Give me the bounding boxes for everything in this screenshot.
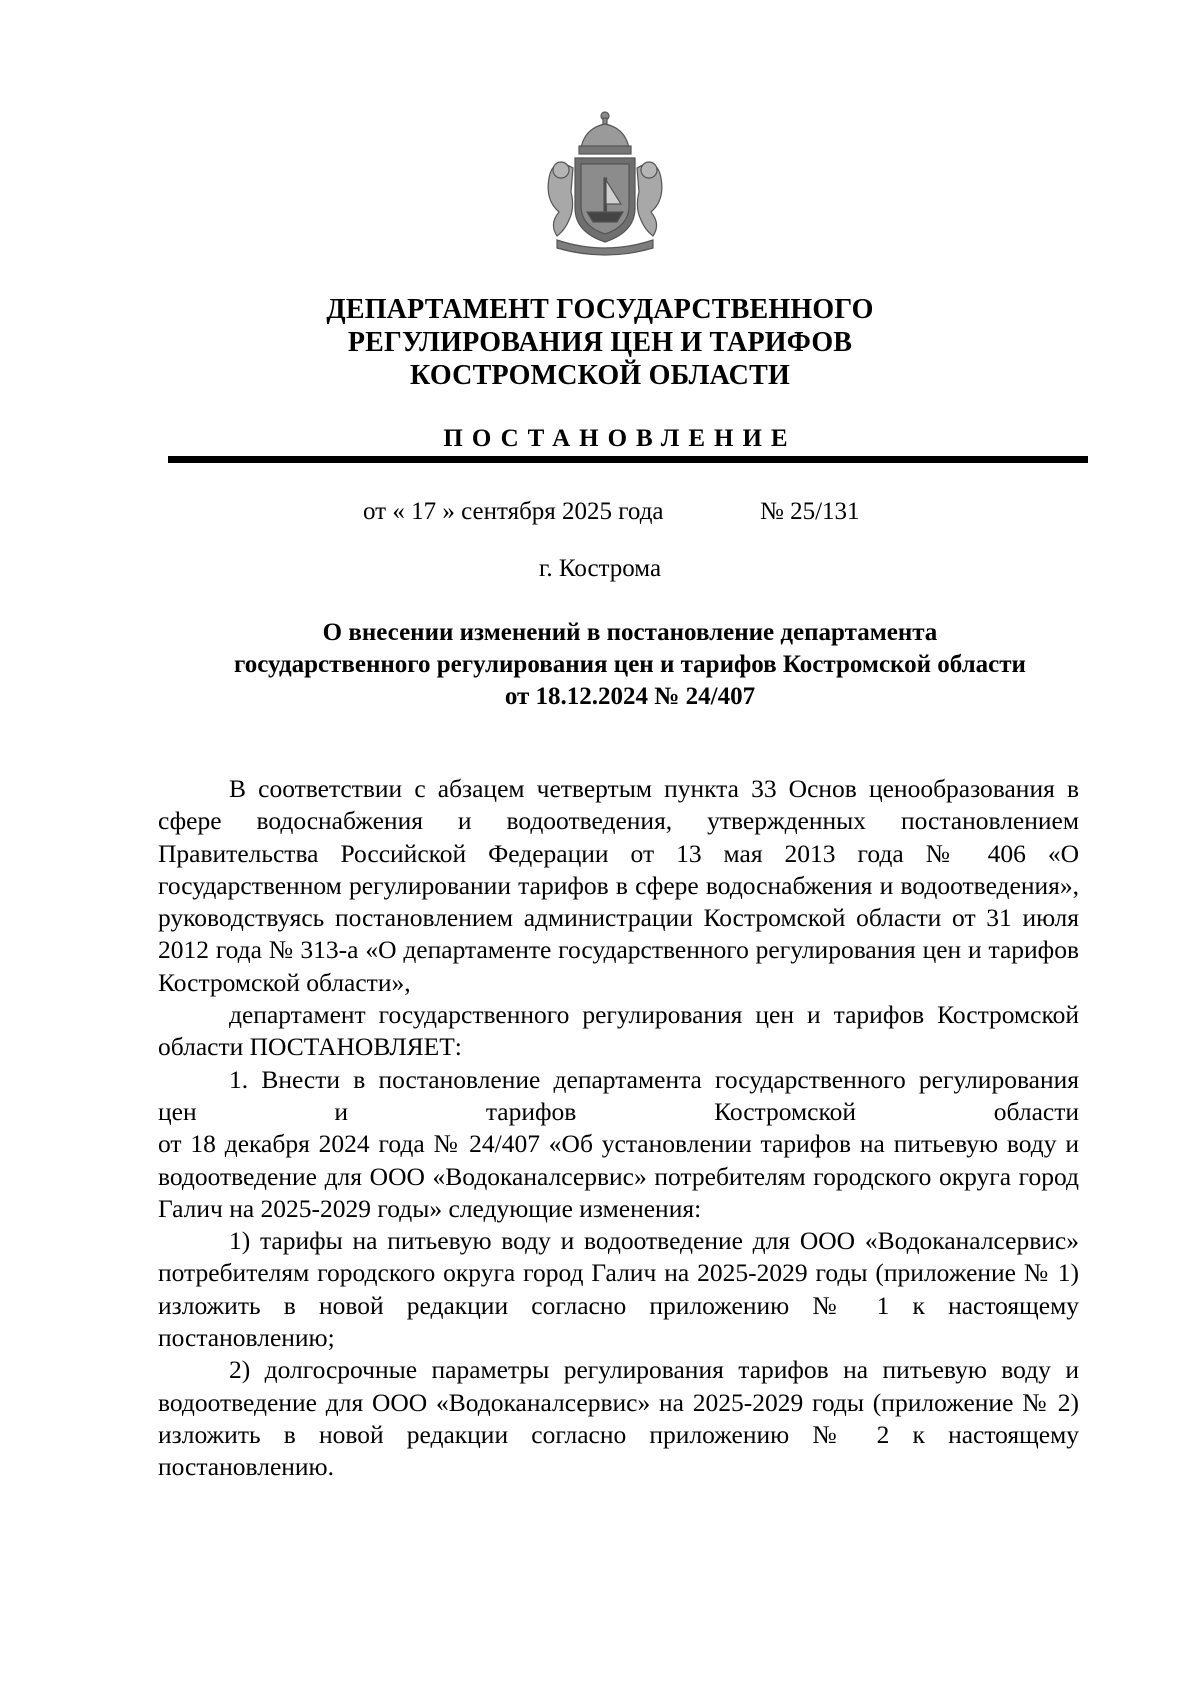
body-paragraph: 1) тарифы на питьевую воду и водоотведение для ООО «Водоканалсервис» потребителям городского округа город Галич на 2025-2029 годы (приложение № 1) изложить в новой редакции согласно приложению № 1 к настоящему постановлению; (158, 1226, 1079, 1353)
document-subject (0, 617, 1200, 713)
document-city: г. Кострома (538, 555, 662, 582)
department-name-line: РЕГУЛИРОВАНИЯ ЦЕН И ТАРИФОВ (347, 327, 853, 358)
subject-line: О внесении изменений в постановление департамента (322, 619, 938, 646)
subject-line: от 18.12.2024 № 24/407 (504, 683, 756, 710)
document-type: ПОСТАНОВЛЕНИЕ (443, 425, 797, 452)
document-body (158, 773, 1079, 1484)
subject-line: государственного регулирования цен и тарифов Костромской области (234, 651, 1026, 678)
document-date: от « 17 » сентября 2025 года (363, 498, 664, 525)
body-paragraph: департамент государственного регулирования цен и тарифов Костромской области ПОСТАНОВЛЯЕТ: (158, 1000, 1079, 1062)
department-name-line: КОСТРОМСКОЙ ОБЛАСТИ (410, 360, 790, 391)
department-name (0, 293, 1200, 392)
document-number: № 25/131 (760, 498, 860, 525)
body-paragraph: от 18 декабря 2024 года № 24/407 «Об установлении тарифов на питьевую воду и водоотведение для ООО «Водоканалсервис» потребителям городского округа город Галич на 2025-2029 годы» следующие изменения: (158, 1129, 1079, 1223)
body-paragraph: В соответствии с абзацем четвертым пункта 33 Основ ценообразования в сфере водоснабжения и водоотведения, утвержденных постановлением Правительства Российской Федерации от 13 мая 2013 года № 406 «О государственном регулировании тарифов в сфере водоснабжения и водоотведения», руководствуясь постановлением администрации Костромской области от 31 июля 2012 года № 313-а «О департаменте государственного регулирования цен и тарифов Костромской области», (158, 774, 1079, 997)
kostroma-coat-of-arms-icon (535, 108, 675, 260)
header-divider (168, 456, 1088, 463)
body-paragraph: 2) долгосрочные параметры регулирования тарифов на питьевую воду и водоотведение для ООО «Водоканалсервис» на 2025-2029 годы (приложение № 2) изложить в новой редакции согласно приложению № 2 к настоящему постановлению. (158, 1355, 1079, 1482)
body-paragraph: 1. Внести в постановление департамента государственного регулирования цен и тарифов Костромской области (158, 1064, 1079, 1126)
department-name-line: ДЕПАРТАМЕНТ ГОСУДАРСТВЕННОГО (326, 294, 874, 325)
